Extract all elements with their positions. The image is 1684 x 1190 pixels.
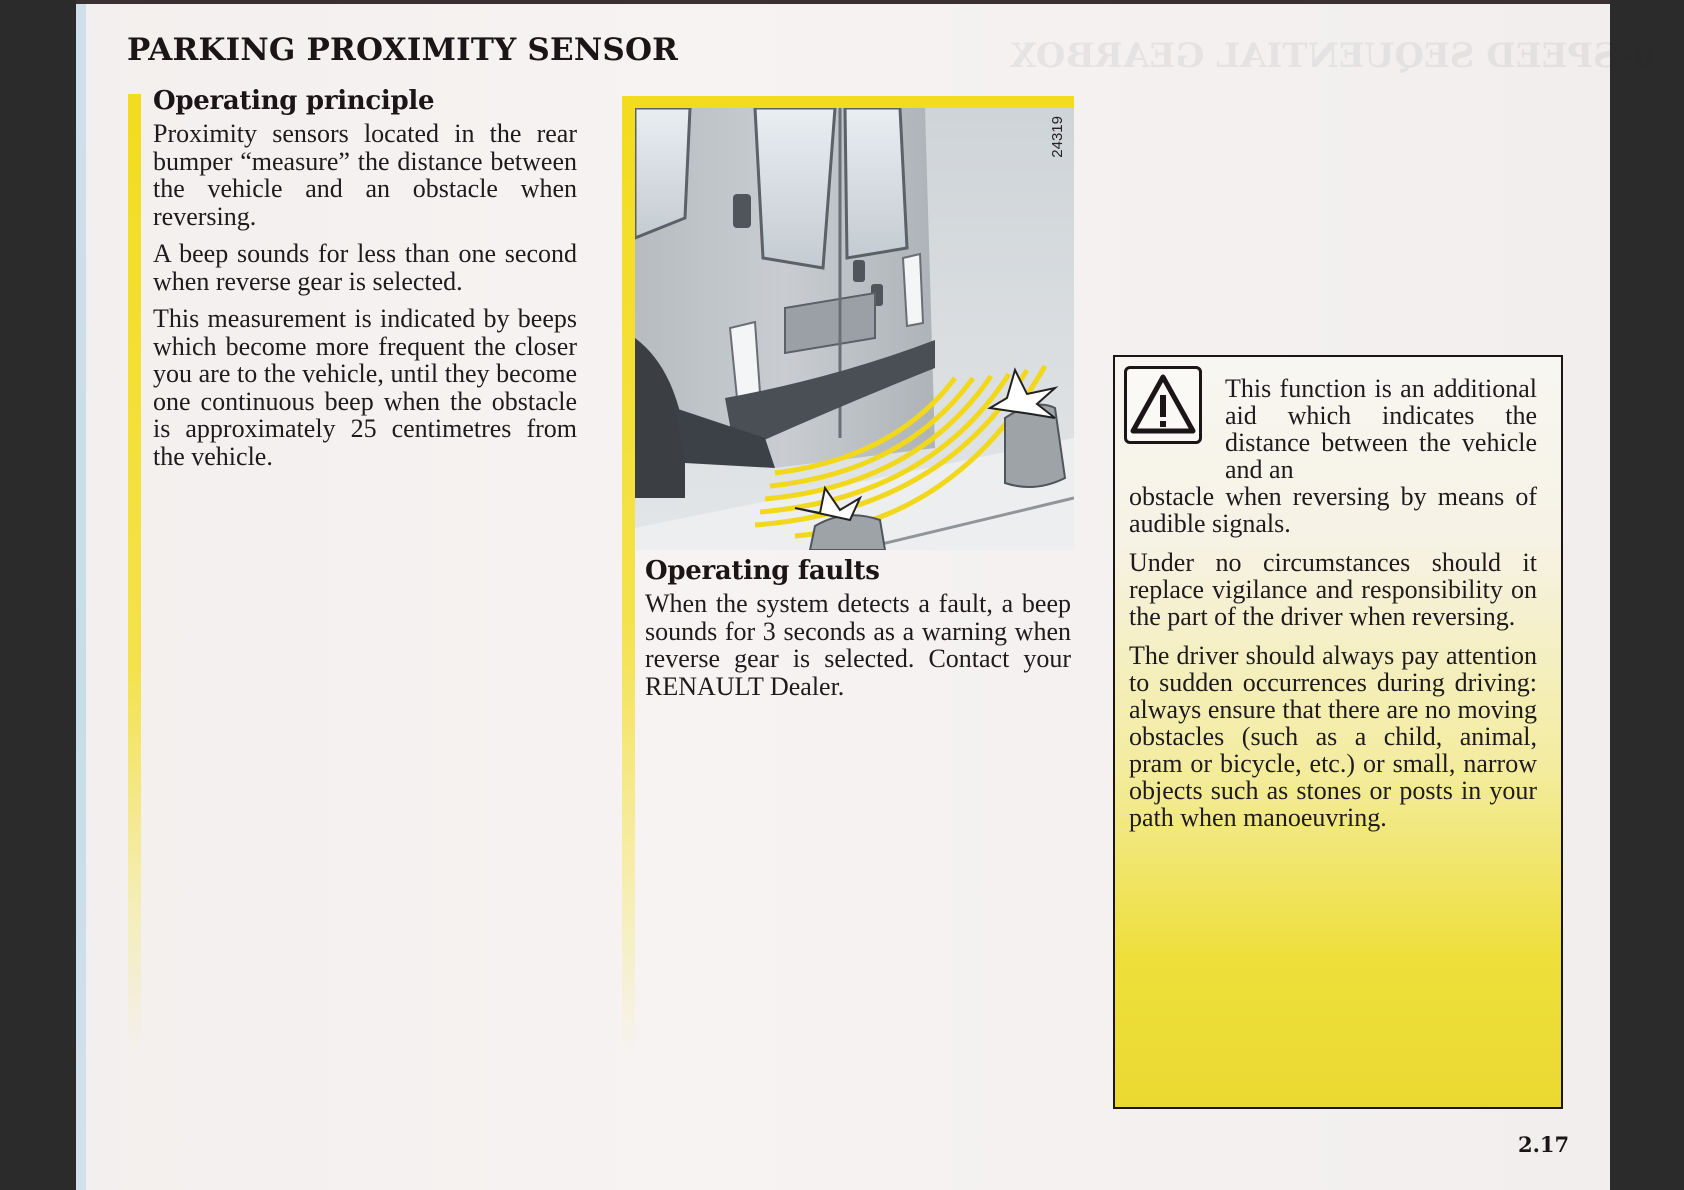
warning-box: [1113, 355, 1563, 1109]
page-number: 2.17: [1518, 1132, 1570, 1157]
warning-intro-indented: This function is an additional aid which indicates the distance between the vehicle and an: [1225, 374, 1537, 484]
paragraph: When the system detects a fault, a beep sounds for 3 seconds as a warning when reverse gear is selected. Contact your RENAULT Dealer.: [645, 589, 1071, 701]
warning-paragraph: Under no circumstances should it replace vigilance and responsibility on the part of the driver when reversing.: [1129, 548, 1537, 631]
illustration-reference-code: 24319: [1049, 116, 1066, 158]
yellow-illustration-top-band: [622, 96, 1074, 108]
page-edge: [76, 0, 86, 1190]
van-rear-parking-sensor-illustration: [635, 108, 1074, 550]
yellow-margin-bar-middle: [622, 96, 635, 1056]
operating-principle-section: [153, 86, 577, 480]
paragraph: Proximity sensors located in the rear bumper “measure” the distance between the vehicle and an obstacle when reversing.: [153, 119, 577, 231]
warning-intro-rest: obstacle when reversing by means of audible signals.: [1129, 482, 1537, 538]
section-heading-operating-principle: Operating principle: [153, 86, 435, 116]
paragraph: This measurement is indicated by beeps which become more frequent the closer you are to the vehicle, until they become one continuous beep when the obstacle is approximately 25 centimetres from the vehicle.: [153, 304, 577, 471]
bleed-through-text: 6-SPEED SEQUENTIAL GEARBOX: [1010, 36, 1656, 76]
paragraph: A beep sounds for less than one second when reverse gear is selected.: [153, 239, 577, 296]
section-heading-operating-faults: Operating faults: [645, 556, 880, 586]
operating-faults-section: [645, 556, 1071, 710]
warning-text: [1129, 375, 1537, 843]
warning-paragraph: The driver should always pay attention to sudden occurrences during driving: always ensure that there are no moving obstacles (such as a child, animal, pram or bicycle, etc.) or small, narrow objects such as stones or posts in your path when manoeuvring.: [1129, 641, 1537, 832]
top-border: [76, 0, 1610, 4]
yellow-margin-bar-left: [128, 94, 141, 1054]
page-title: PARKING PROXIMITY SENSOR: [127, 32, 679, 68]
